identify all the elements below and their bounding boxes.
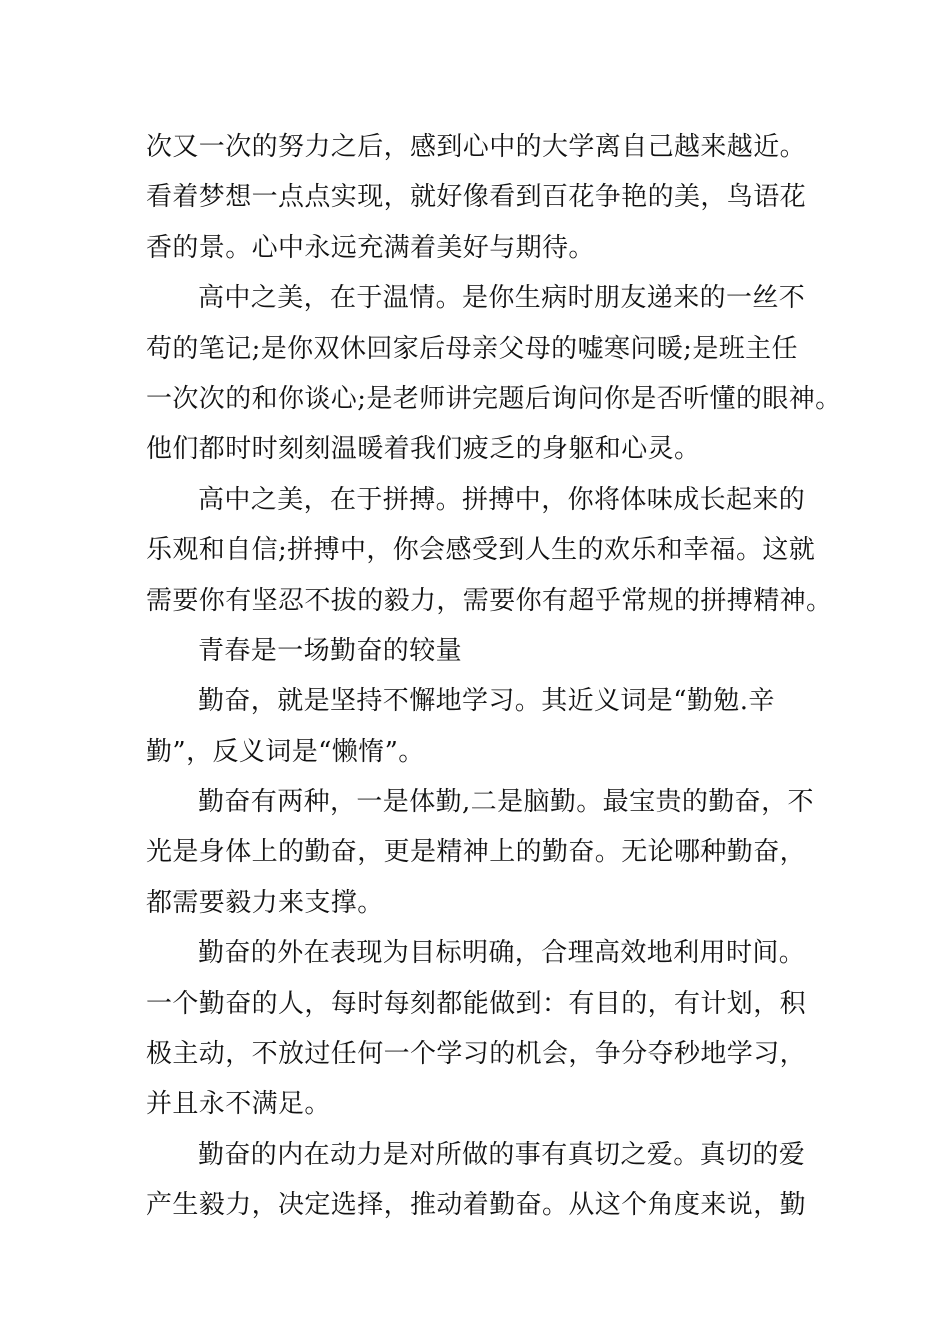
text-line: 香的景。心中永远充满着美好与期待。 <box>146 232 595 263</box>
document-body <box>146 122 842 1231</box>
paragraph-start-line: 高中之美，在于拼搏。拼搏中，你将体味成长起来的 <box>198 484 806 515</box>
text-line: 苟的笔记;是你双休回家后母亲父母的嘘寒问暖;是班主任 <box>146 333 798 364</box>
text-line: 需要你有坚忍不拔的毅力，需要你有超乎常规的拼搏精神。 <box>146 585 833 616</box>
text-line: 并且永不满足。 <box>146 1089 331 1120</box>
paragraph-start-line: 勤奋的外在表现为目标明确，合理高效地利用时间。 <box>198 938 806 969</box>
text-line: 都需要毅力来支撑。 <box>146 887 384 918</box>
text-line: 光是身体上的勤奋，更是精神上的勤奋。无论哪种勤奋， <box>146 837 807 868</box>
text-line: 他们都时时刻刻温暖着我们疲乏的身躯和心灵。 <box>146 434 701 465</box>
text-line: 一次次的和你谈心;是老师讲完题后询问你是否听懂的眼神。 <box>146 383 842 414</box>
text-line: 乐观和自信;拼搏中，你会感受到人生的欢乐和幸福。这就 <box>146 535 816 566</box>
text-line: 勤”，反义词是“懒惰”。 <box>146 736 425 767</box>
section-heading: 青春是一场勤奋的较量 <box>198 635 463 666</box>
paragraph-start-line: 高中之美，在于温情。是你生病时朋友递来的一丝不 <box>198 283 806 314</box>
text-line: 一个勤奋的人，每时每刻都能做到：有目的，有计划，积 <box>146 988 807 1019</box>
text-line: 看着梦想一点点实现，就好像看到百花争艳的美，鸟语花 <box>146 182 807 213</box>
text-line: 极主动，不放过任何一个学习的机会，争分夺秒地学习， <box>146 1039 807 1070</box>
text-line: 产生毅力，决定选择，推动着勤奋。从这个角度来说，勤 <box>146 1190 807 1221</box>
paragraph-start-line: 勤奋的内在动力是对所做的事有真切之爱。真切的爱 <box>198 1139 806 1170</box>
text-line: 次又一次的努力之后，感到心中的大学离自己越来越近。 <box>146 132 807 162</box>
paragraph-start-line: 勤奋有两种，一是体勤,二是脑勤。最宝贵的勤奋，不 <box>198 787 814 818</box>
paragraph-start-line: 勤奋，就是坚持不懈地学习。其近义词是“勤勉.辛 <box>198 686 775 717</box>
